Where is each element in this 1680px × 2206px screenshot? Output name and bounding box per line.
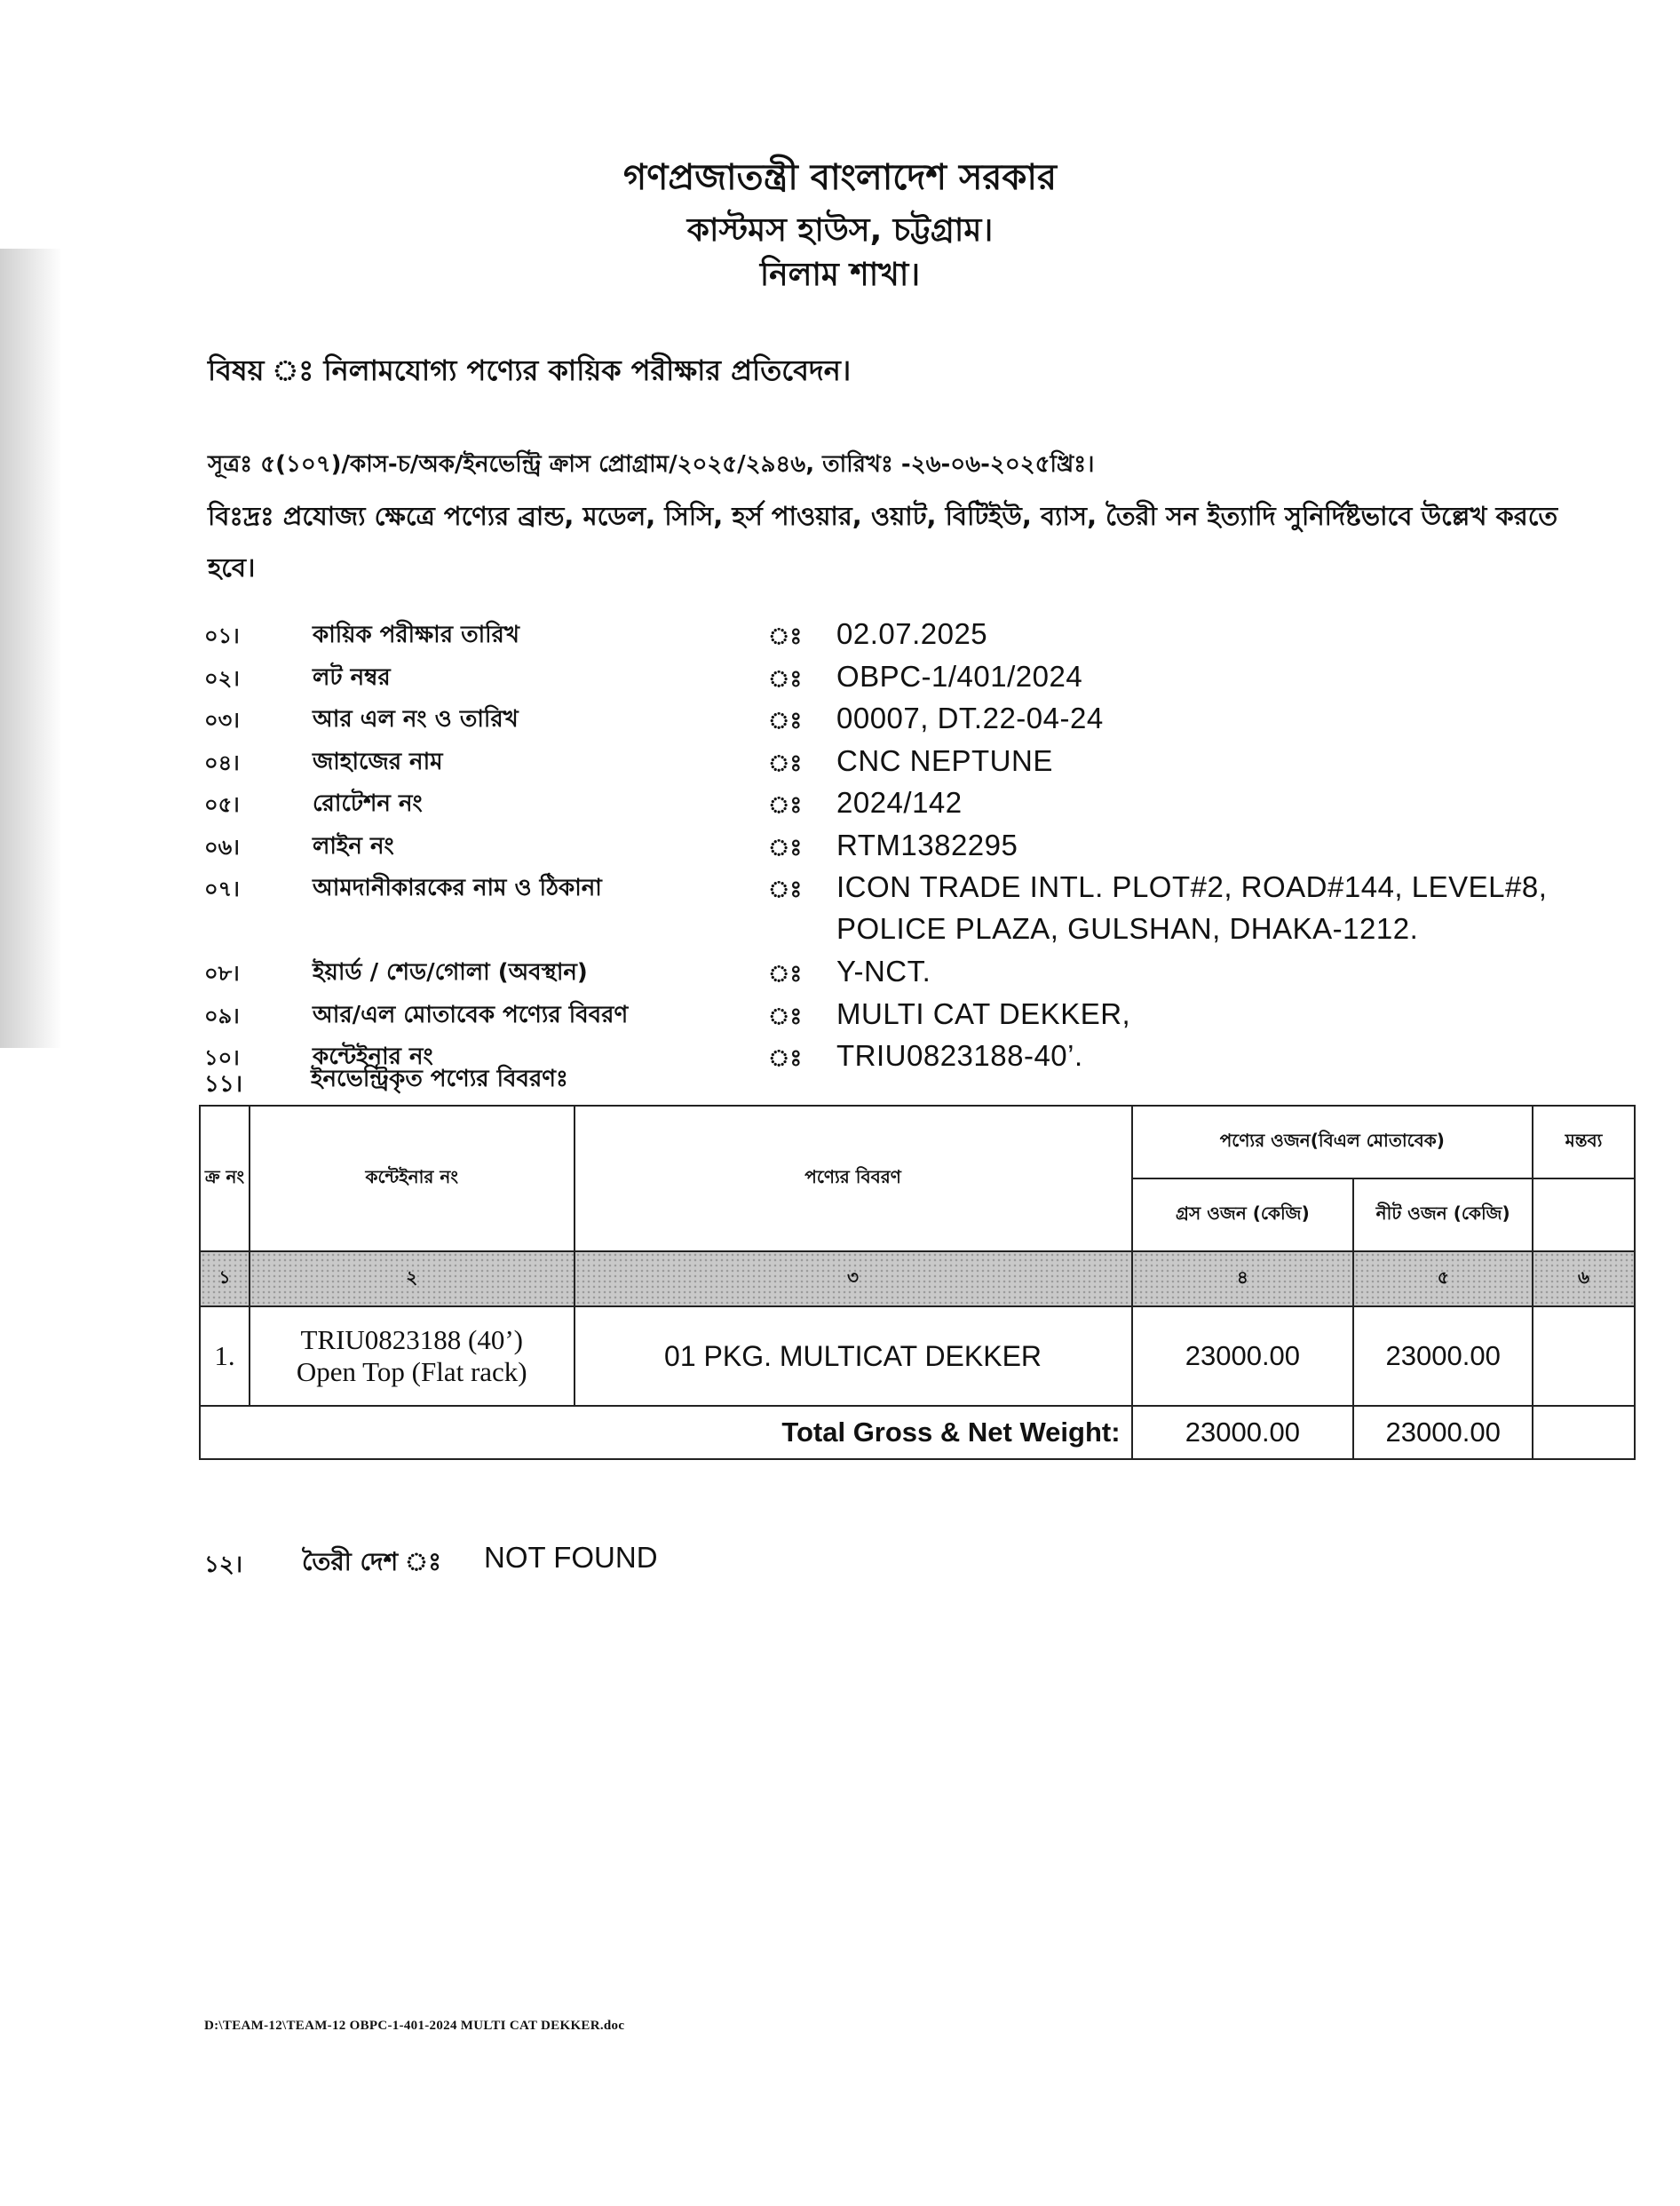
auction-branch-title: নিলাম শাখা। [759,257,921,293]
inventory-section-heading [204,1066,568,1105]
total-net-cell: 23000.00 [1353,1406,1533,1459]
serial-header: ক্র নং [200,1106,250,1251]
item-value: 00007, DT.22-04-24 [836,702,1104,734]
item-number: ০৮। [204,961,240,986]
container-header: কন্টেইনার নং [250,1106,575,1251]
list-item [204,824,1589,867]
note-paragraph: বিঃদ্রঃ প্রযোজ্য ক্ষেত্রে পণ্যের ব্রান্ড, মডেল, সিসি, হর্স পাওয়ার, ওয়াট, বিটিইউ, ব্যাস, তৈরী সন ইত্যাদি সুনির্দিষ্টভাবে উল্লেখ করতে হবে। [208,501,1558,583]
list-item [204,950,1589,993]
item-colon: ঃ [768,1045,803,1072]
item-value: TRIU0823188-40’. [836,1039,1083,1072]
item-value: OBPC-1/401/2024 [836,659,1083,693]
item-number: ১২। [204,1551,243,1578]
item-label: আর এল নং ও তারিখ [313,706,519,733]
item-label: জাহাজের নাম [313,748,443,775]
reference-line: সূত্রঃ ৫(১০৭)/কাস-চ/অক/ইনভেন্ট্রি ক্রাস প্রোগ্রাম/২০২৫/২৯৪৬, তারিখঃ -২৬-০৬-২০২৫খ্রিঃ। [208,451,1095,478]
country-label: তৈরী দেশ ঃ [302,1547,442,1576]
item-number: ০৯। [204,1003,240,1028]
item-colon: ঃ [768,708,803,734]
item-colon: ঃ [768,792,803,819]
details-list [204,613,1589,1077]
serial-cell: 1. [200,1306,250,1406]
item-number: ১০। [204,1045,240,1070]
item-label: আমদানীকারকের নাম ও ঠিকানা [313,875,602,901]
country-value: NOT FOUND [484,1541,658,1574]
item-label: কন্টেইনার নং [313,1043,433,1070]
remarks-subheader [1533,1178,1635,1251]
goods-table [199,1105,1636,1460]
section-label: ইনভেন্ট্রিকৃত পণ্যের বিবরণঃ [311,1066,568,1092]
item-number: ০৩। [204,708,240,733]
item-number: ০৬। [204,834,240,860]
column-index-row [200,1251,1635,1306]
list-item [204,655,1589,698]
list-item [204,697,1589,740]
item-value: MULTI CAT DEKKER, [836,996,1131,1030]
remarks-header: মন্তব্য [1533,1106,1635,1178]
subject-line: বিষয় ঃ নিলামযোগ্য পণ্যের কায়িক পরীক্ষার প্রতিবেদন। [208,353,852,387]
column-index: ৪ [1132,1251,1354,1306]
item-label: রোটেশন নং [313,790,423,817]
column-index: ১ [200,1251,250,1306]
item-value: 02.07.2025 [836,617,988,650]
net-weight-header: নীট ওজন (কেজি) [1353,1178,1533,1251]
container-number: TRIU0823188 (40’) [300,1324,523,1355]
item-number: ০২। [204,665,240,691]
item-colon: ঃ [768,623,803,650]
item-label: কায়িক পরীক্ষার তারিখ [313,622,519,648]
item-value: 2024/142 [836,786,963,819]
file-path-footer: D:\TEAM-12\TEAM-12 OBPC-1-401-2024 MULTI CAT DEKKER.doc [204,2019,625,2033]
item-label: লাইন নং [313,832,394,860]
item-value: Y-NCT. [836,955,931,988]
net-weight-cell: 23000.00 [1353,1306,1533,1406]
item-number: ০১। [204,623,240,648]
item-colon: ঃ [768,877,803,903]
weight-group-header: পণ্যের ওজন(বিএল মোতাবেক) [1132,1106,1533,1178]
scan-edge-shadow [0,249,62,1048]
table-row [200,1306,1635,1406]
list-item [204,782,1589,824]
total-label: Total Gross & Net Weight: [200,1406,1132,1459]
gross-weight-cell: 23000.00 [1132,1306,1354,1406]
total-gross-cell: 23000.00 [1132,1406,1354,1459]
container-type: Open Top (Flat rack) [296,1356,527,1387]
item-colon: ঃ [768,750,803,777]
column-index: ২ [250,1251,575,1306]
list-item [204,866,1589,950]
table-header-row [200,1106,1635,1178]
item-number: ০৫। [204,792,240,817]
list-item [204,740,1589,782]
total-remarks-cell [1533,1406,1635,1459]
column-index: ৩ [575,1251,1132,1306]
item-number: ০৪। [204,750,240,775]
item-value: RTM1382295 [836,828,1018,861]
item-value: CNC NEPTUNE [836,743,1053,777]
container-cell [250,1306,575,1406]
remarks-cell [1533,1306,1635,1406]
item-value: ICON TRADE INTL. PLOT#2, ROAD#144, LEVEL#8, POLICE PLAZA, GULSHAN, DHAKA-1212. [836,870,1548,945]
customs-house-title: কাস্টমস হাউস, চট্টগ্রাম। [686,212,994,249]
item-label: লট নম্বর [313,663,391,691]
item-colon: ঃ [768,665,803,693]
item-colon: ঃ [768,834,803,861]
description-header: পণ্যের বিবরণ [575,1106,1132,1251]
government-title: গণপ্রজাতন্ত্রী বাংলাদেশ সরকার [623,157,1057,198]
item-colon: ঃ [768,1003,803,1030]
section-number: ১১। [204,1071,243,1098]
item-colon: ঃ [768,961,803,988]
item-label: ইয়ার্ড / শেড/গোলা (অবস্থান) [313,959,588,986]
list-item [204,613,1589,655]
total-row [200,1406,1635,1459]
gross-weight-header: গ্রস ওজন (কেজি) [1132,1178,1354,1251]
description-cell: 01 PKG. MULTICAT DEKKER [575,1306,1132,1406]
column-index: ৬ [1533,1251,1635,1306]
column-index: ৫ [1353,1251,1533,1306]
item-number: ০৭। [204,877,240,901]
item-label: আর/এল মোতাবেক পণ্যের বিবরণ [313,1001,629,1028]
list-item [204,993,1589,1036]
